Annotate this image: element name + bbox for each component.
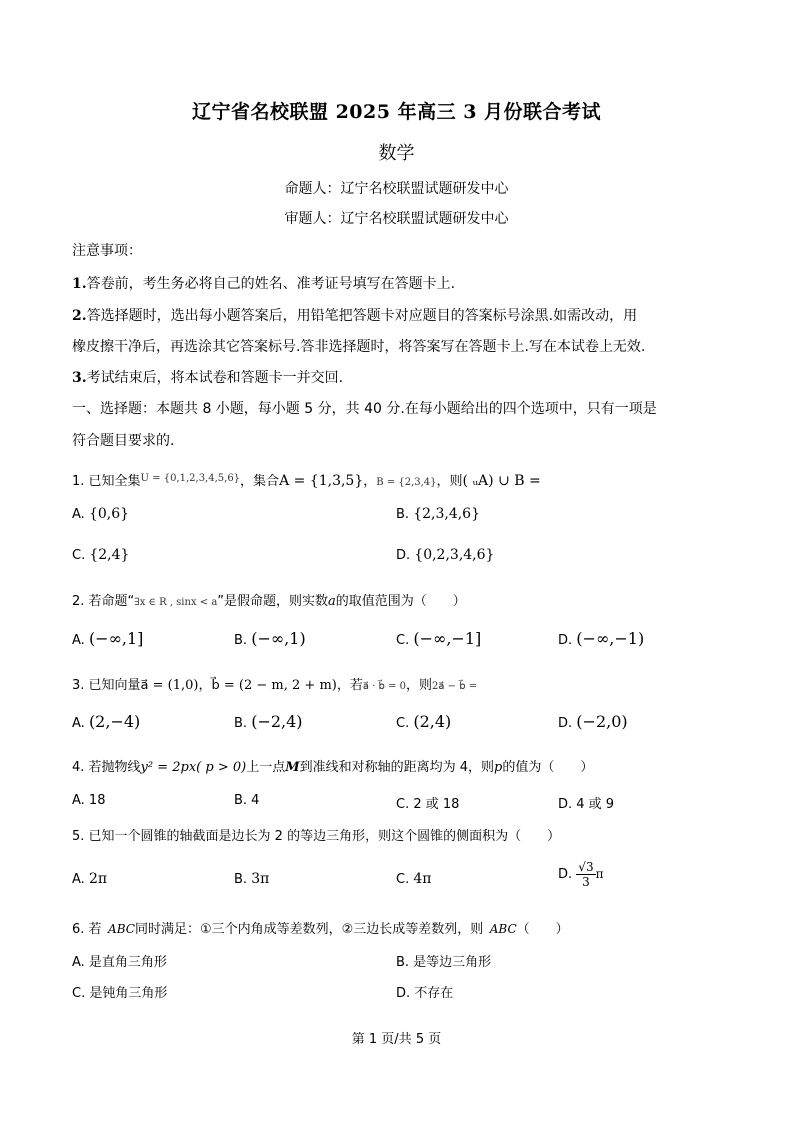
notes-heading: 注意事项： <box>72 243 142 259</box>
q1-sep: ， <box>363 474 377 489</box>
q3-option-a-label: A. <box>72 716 85 731</box>
q3-option-d-label: D. <box>558 716 573 731</box>
q5-option-d-numerator: √3 <box>578 860 594 874</box>
q4-text-b: 到准线和对称轴的距离均为 4，则 <box>299 760 495 775</box>
q4-tail: 的值为（ ） <box>502 760 594 775</box>
q2-option-d <box>558 629 644 648</box>
q5-option-d-denominator: 3 <box>582 875 590 889</box>
q1-option-a-label: A. <box>72 507 85 522</box>
q1-option-a-value: {0,6} <box>88 506 130 522</box>
q5-option-a-value: 2π <box>88 871 108 887</box>
q2-variable: a <box>328 594 336 609</box>
q3-option-a-value: (2,−4) <box>88 712 141 731</box>
q1-option-d <box>396 547 494 563</box>
q5-option-c-label: C. <box>396 872 410 887</box>
note-2-number: 2. <box>72 308 87 324</box>
q3-condition: a⃗ · b⃗ = 0 <box>362 681 406 692</box>
q5-option-c <box>396 871 431 887</box>
q1-universe: U = {0,1,2,3,4,5,6} <box>140 473 241 484</box>
q5-option-d-pi: π <box>595 867 604 881</box>
question-6 <box>72 918 569 937</box>
note-3-text: 考试结束后，将本试卷和答题卡一并交回. <box>86 370 344 386</box>
q2-option-d-label: D. <box>558 633 573 648</box>
q4-text-a: 上一点 <box>246 760 286 775</box>
question-5: 5. 已知一个圆锥的轴截面是边长为 2 的等边三角形，则这个圆锥的侧面积为（ ） <box>72 829 561 844</box>
q2-tail: 的取值范围为（ ） <box>335 594 466 609</box>
subject-title: 数学 <box>378 143 415 164</box>
q5-option-d <box>558 860 603 889</box>
note-2-continued: 橡皮擦干净后，再选涂其它答案标号.答非选择题时，将答案写在答题卡上.写在本试卷上无效. <box>72 339 646 355</box>
q6-tail: （ ） <box>516 922 569 937</box>
q5-option-b-value: 3π <box>251 871 270 887</box>
q2-option-a <box>72 629 143 648</box>
q3-option-d <box>558 712 628 731</box>
q6-prefix: 6. 若 <box>72 922 102 937</box>
q6-text: 同时满足：①三个内角成等差数列，②三边长成等差数列，则 <box>134 922 484 937</box>
q1-option-d-value: {0,2,3,4,6} <box>414 547 495 563</box>
q3-cond-pre: ，若 <box>336 678 363 693</box>
q1-option-c-label: C. <box>72 548 86 563</box>
q3-option-a <box>72 712 140 731</box>
q1-option-c-value: {2,4} <box>89 547 130 563</box>
author-line: 命题人：辽宁名校联盟试题研发中心 <box>284 181 509 197</box>
q2-option-c-value: (−∞,−1] <box>413 629 482 648</box>
q3-option-c <box>396 712 451 731</box>
note-3 <box>72 367 343 387</box>
q2-option-b-value: (−∞,1) <box>251 629 306 648</box>
q2-option-c-label: C. <box>396 633 410 648</box>
question-4 <box>72 756 593 775</box>
q6-triangle-1: ABC <box>108 922 135 936</box>
q5-option-c-value: 4π <box>413 871 432 887</box>
q5-option-d-fraction <box>576 860 595 889</box>
note-1-number: 1. <box>72 276 87 292</box>
q1-mid: ，集合 <box>240 474 280 489</box>
q3-ask: 2a⃗ − b⃗ = <box>432 681 478 692</box>
q6-option-a: A. 是直角三角形 <box>72 955 167 970</box>
q1-then: ，则 <box>436 474 463 489</box>
q2-suffix: ”是假命题，则实数 <box>217 594 329 609</box>
q1-set-a: A = {1,3,5} <box>279 473 364 489</box>
q2-option-b <box>234 629 306 648</box>
q3-option-b-value: (−2,4) <box>251 712 303 731</box>
note-1 <box>72 273 455 293</box>
q3-vector-b: b⃗ = (2 − m, 2 + m) <box>211 678 337 693</box>
q1-set-b: B = {2,3,4} <box>376 477 437 488</box>
q1-expression: ( ᵤA) ∪ B = <box>462 473 541 489</box>
q2-prefix: 2. 若命题“ <box>72 594 135 609</box>
q1-prefix: 1. 已知全集 <box>72 474 141 489</box>
q3-ask-pre: ，则 <box>405 678 432 693</box>
q4-option-d: D. 4 或 9 <box>558 797 615 812</box>
q1-option-b-label: B. <box>396 507 410 522</box>
question-1 <box>72 470 541 489</box>
page-footer: 第 1 页/共 5 页 <box>351 1032 442 1047</box>
q2-option-a-label: A. <box>72 633 85 648</box>
q4-point: M <box>285 760 300 775</box>
section-heading-continued: 符合题目要求的. <box>72 433 175 449</box>
q1-option-b <box>396 506 480 522</box>
q4-equation: y² = 2px( p > 0) <box>140 760 247 775</box>
q1-option-c <box>72 547 129 563</box>
q5-option-d-label: D. <box>558 867 573 882</box>
q1-option-d-label: D. <box>396 548 411 563</box>
q4-variable: p <box>494 760 503 775</box>
exam-title: 辽宁省名校联盟 2025 年高三 3 月份联合考试 <box>191 101 602 123</box>
note-2-text-a: 答选择题时，选出每小题答案后，用铅笔把答题卡对应题目的答案标号涂黑.如需改动，用 <box>86 308 638 324</box>
q3-prefix: 3. 已知向量 <box>72 678 141 693</box>
q6-option-d: D. 不存在 <box>396 986 454 1001</box>
q4-option-b: B. 4 <box>234 793 260 808</box>
q4-option-c: C. 2 或 18 <box>396 797 460 812</box>
note-3-number: 3. <box>72 370 87 386</box>
q4-option-a: A. 18 <box>72 793 106 808</box>
q6-option-c: C. 是钝角三角形 <box>72 986 168 1001</box>
q4-prefix: 4. 若抛物线 <box>72 760 141 775</box>
q1-option-a <box>72 506 129 522</box>
q2-option-d-value: (−∞,−1) <box>576 629 645 648</box>
question-2 <box>72 590 466 609</box>
q6-triangle-2: ABC <box>489 922 517 936</box>
q5-option-a <box>72 871 107 887</box>
q2-option-c <box>396 629 481 648</box>
q5-option-a-label: A. <box>72 872 85 887</box>
q3-option-b <box>234 712 303 731</box>
section-heading: 一、选择题：本题共 8 小题，每小题 5 分，共 40 分.在每小题给出的四个选项中，只有一项是 <box>72 401 657 417</box>
q2-proposition: ∃x ∈ R , sinx < a <box>134 597 218 608</box>
q3-option-b-label: B. <box>234 716 248 731</box>
reviewer-line: 审题人：辽宁名校联盟试题研发中心 <box>284 211 509 227</box>
q1-option-b-value: {2,3,4,6} <box>413 506 480 522</box>
q6-option-b: B. 是等边三角形 <box>396 955 492 970</box>
q3-vector-a: a⃗ = (1,0) <box>140 678 199 693</box>
q2-option-b-label: B. <box>234 633 248 648</box>
q3-sep: ， <box>198 678 212 693</box>
question-3 <box>72 674 477 693</box>
q5-option-b <box>234 871 269 887</box>
q2-option-a-value: (−∞,1] <box>88 629 144 648</box>
q3-option-d-value: (−2,0) <box>576 712 628 731</box>
q3-option-c-label: C. <box>396 716 410 731</box>
note-2 <box>72 305 637 325</box>
note-1-text: 答卷前，考生务必将自己的姓名、准考证号填写在答题卡上. <box>86 276 456 292</box>
q3-option-c-value: (2,4) <box>413 712 452 731</box>
q5-option-b-label: B. <box>234 872 248 887</box>
